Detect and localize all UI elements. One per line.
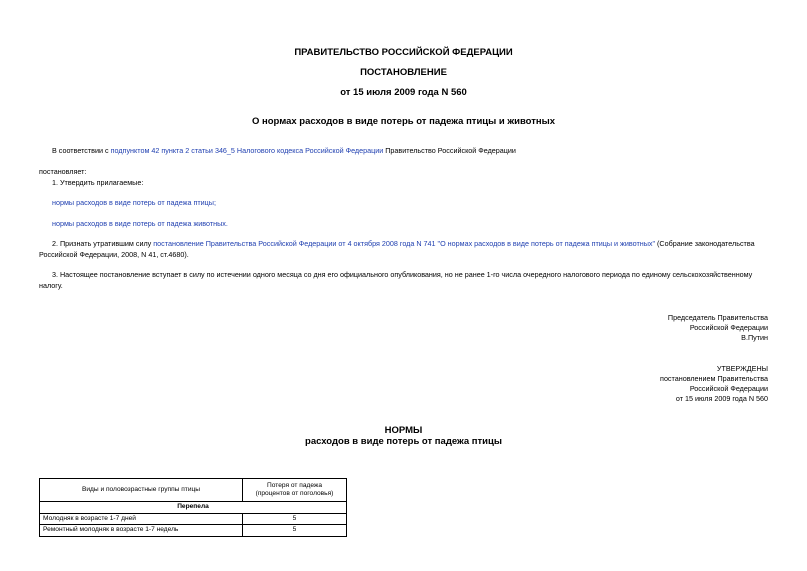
column-header-loss-line-2: (процентов от поголовья) [255,490,334,497]
row-value: 5 [243,525,347,537]
approval-heading: УТВЕРЖДЕНЫ [716,364,768,373]
norms-birds-link[interactable]: нормы расходов в виде потерь от падежа птицы; [52,198,216,207]
norms-subtitle: расходов в виде потерь от падежа птицы [305,436,502,447]
norms-table [39,478,347,537]
row-value: 5 [243,513,347,525]
approval-block [500,364,768,404]
decree-word: постановляет: [39,167,87,176]
org-name: ПРАВИТЕЛЬСТВО РОССИЙСКОЙ ФЕДЕРАЦИИ [294,47,513,58]
item-2-line-2: Российской Федерации, 2008, N 41, ст.4680). [39,250,189,259]
approval-org: Российской Федерации [689,384,768,393]
column-header-species: Виды и половозрастные группы птицы [40,479,243,502]
signature-position: Председатель Правительства [667,313,768,322]
intro-prefix: В соответствии с [52,146,111,155]
norms-title: НОРМЫ [384,425,423,436]
group-label: Перепела [40,502,347,514]
signature-block [500,313,768,343]
tax-code-link[interactable]: подпунктом 42 пункта 2 статьи 346_5 Налогового кодекса Российской Федерации [110,146,384,155]
doc-type: ПОСТАНОВЛЕНИЕ [360,67,447,78]
intro-paragraph [52,146,772,156]
table-row [40,525,347,537]
intro-suffix: Правительство Российской Федерации [383,146,516,155]
approval-by: постановлением Правительства [660,374,768,383]
table-row [40,513,347,525]
row-name: Ремонтный молодняк в возрасте 1-7 недель [40,525,243,537]
column-header-loss [243,479,347,502]
doc-date: от 15 июля 2009 года N 560 [340,87,467,98]
item-2-prefix: 2. Признать утратившим силу [52,239,154,248]
column-header-loss-line-1: Потеря от падежа [267,481,322,489]
signature-org: Российской Федерации [689,323,768,332]
norms-animals-link[interactable]: нормы расходов в виде потерь от падежа животных. [52,219,228,228]
decree-741-link[interactable]: постановление Правительства Российской Федерации от 4 октября 2008 года N 741 "О нормах расходов в виде потерь от падежа птицы и животных" [153,239,656,248]
item-2-line-1 [52,239,772,249]
table-header-row [40,479,347,502]
item-3-line-1: 3. Настоящее постановление вступает в силу по истечении одного месяца со дня его официального опубликования, но не ранее 1-го числа очередного налогового периода по единому сельскохозяйственному [52,270,753,279]
item-1: 1. Утвердить прилагаемые: [52,178,144,187]
table-group-row [40,502,347,514]
approval-date: от 15 июля 2009 года N 560 [675,394,768,403]
doc-title: О нормах расходов в виде потерь от падежа птицы и животных [251,116,556,127]
item-2-suffix: (Собрание законодательства [655,239,755,248]
item-3-line-2: налогу. [39,281,63,290]
row-name: Молодняк в возрасте 1-7 дней [40,513,243,525]
signature-name: В.Путин [741,333,768,342]
